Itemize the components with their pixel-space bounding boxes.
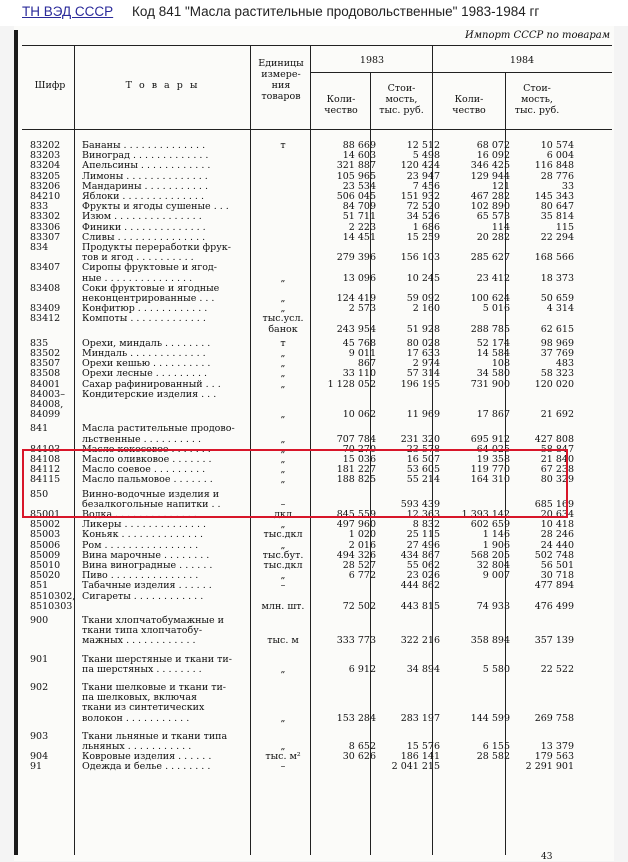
row-unit: „ — [280, 292, 286, 304]
row-qty-1984: 1 906 — [482, 539, 510, 551]
row-value-1983: 231 320 — [400, 433, 440, 445]
row-qty-1984: 467 282 — [470, 191, 510, 202]
row-code: 83307 — [30, 231, 61, 243]
row-unit: „ — [280, 443, 286, 455]
row-value-1984: 30 718 — [540, 570, 574, 582]
row-qty-1983: 506 045 — [336, 191, 376, 202]
row-name: Ликеры . . . . . . . . . . . . . . — [82, 519, 207, 531]
row-unit: „ — [280, 474, 286, 486]
row-qty-1983: 181 227 — [336, 464, 376, 476]
row-value-1983: 7 456 — [412, 180, 440, 192]
row-unit: „ — [280, 740, 286, 752]
row-code: 85002 — [30, 519, 61, 531]
row-value-1984: 50 659 — [540, 292, 574, 304]
row-qty-1984: 129 944 — [470, 170, 510, 182]
row-qty-1984: 1 146 — [482, 529, 510, 541]
row-code: 83412 — [30, 313, 61, 325]
row-unit: тыс. м² — [265, 751, 301, 763]
row-value-1984: 67 238 — [540, 464, 574, 476]
row-value-1983: 2 041 215 — [391, 761, 440, 773]
row-qty-1984: 34 580 — [476, 368, 510, 380]
row-unit: „ — [280, 409, 286, 421]
row-qty-1983: 10 062 — [342, 409, 376, 421]
header-unit: Единицы измере- ния товаров — [258, 58, 304, 102]
row-unit: „ — [280, 348, 286, 359]
row-code: 83409 — [30, 303, 61, 315]
row-name: Ткани хлопчатобумажные и ткани типа хлопчатобу- мажных . . . . . . . . . . . . — [82, 615, 224, 647]
row-code: 834 — [30, 242, 49, 253]
row-name: Орехи кешью . . . . . . . . . . — [82, 358, 211, 370]
row-value-1983: 23 026 — [406, 570, 440, 582]
row-value-1984: 10 574 — [540, 140, 574, 151]
row-qty-1984: 100 624 — [470, 292, 510, 304]
row-unit: тыс.дкл — [263, 529, 303, 541]
row-value-1983: 186 141 — [400, 751, 440, 763]
row-unit: „ — [280, 570, 286, 582]
page-number: 43 — [541, 852, 553, 862]
row-value-1984: 6 004 — [546, 150, 574, 162]
row-name: Соки фруктовые и ягодные неконцентрированные . . . — [82, 282, 220, 304]
row-qty-1984: 568 205 — [470, 549, 510, 561]
row-value-1983: 10 245 — [406, 272, 440, 284]
row-value-1984: 21 840 — [540, 454, 574, 465]
row-qty-1983: 15 036 — [342, 454, 376, 465]
row-value-1984: 4 314 — [546, 303, 574, 315]
row-unit: тыс.дкл — [263, 560, 303, 571]
year-divider — [310, 72, 612, 73]
row-value-1984: 269 758 — [534, 712, 574, 724]
row-qty-1984: 288 785 — [470, 323, 510, 335]
row-name: Масло пальмовое . . . . . . . — [82, 474, 213, 486]
row-value-1983: 55 214 — [406, 474, 440, 486]
header-value-1983: Стои- мость, тыс. руб. — [379, 83, 424, 116]
row-qty-1984: 17 867 — [476, 409, 510, 421]
row-qty-1983: 494 326 — [336, 549, 376, 561]
row-qty-1984: 20 282 — [476, 231, 510, 243]
row-qty-1984: 14 584 — [476, 348, 510, 359]
row-qty-1983: 2 573 — [348, 303, 376, 315]
row-value-1983: 55 062 — [406, 560, 440, 571]
row-unit: – — [280, 580, 286, 592]
row-qty-1983: 28 527 — [342, 560, 376, 571]
row-value-1984: 502 748 — [534, 549, 574, 561]
row-code: 91 — [30, 761, 43, 773]
highlight-box-oils — [22, 449, 568, 518]
row-qty-1983: 23 534 — [342, 180, 376, 192]
row-code: 83502 — [30, 348, 61, 359]
row-code: 901 — [30, 653, 49, 665]
row-value-1984: 2 291 901 — [525, 761, 574, 773]
row-qty-1984: 144 599 — [470, 712, 510, 724]
row-unit: тыс. м — [267, 635, 299, 647]
row-qty-1984: 5 580 — [482, 663, 510, 675]
row-value-1984: 80 647 — [540, 201, 574, 213]
row-code: 85009 — [30, 549, 61, 561]
row-name: Мандарины . . . . . . . . . . . — [82, 180, 208, 192]
table-top-border — [22, 45, 612, 46]
row-qty-1984: 65 573 — [476, 211, 510, 223]
row-qty-1983: 8 652 — [348, 740, 376, 752]
row-value-1984: 98 969 — [540, 337, 574, 349]
row-unit: „ — [280, 464, 286, 476]
header-code: Шифр — [34, 80, 66, 91]
row-value-1983: 15 576 — [406, 740, 440, 752]
row-value-1983: 16 507 — [406, 454, 440, 465]
row-name: Финики . . . . . . . . . . . . . . — [82, 221, 206, 233]
row-unit: „ — [280, 358, 286, 370]
row-qty-1983: 2 223 — [348, 221, 376, 233]
row-qty-1983: 51 711 — [342, 211, 376, 223]
row-qty-1984: 64 025 — [476, 443, 510, 455]
row-qty-1984: 1 393 142 — [461, 509, 510, 520]
row-name: Кондитерские изделия . . . — [82, 388, 217, 400]
row-value-1983: 283 197 — [400, 712, 440, 724]
row-name: Бананы . . . . . . . . . . . . . . — [82, 140, 206, 151]
row-value-1983: 23 578 — [406, 443, 440, 455]
row-qty-1984: 602 659 — [470, 519, 510, 531]
row-qty-1983: 14 603 — [342, 150, 376, 162]
row-code: 83203 — [30, 150, 61, 162]
row-code: 903 — [30, 730, 49, 742]
row-qty-1984: 346 425 — [470, 160, 510, 172]
row-value-1983: 80 028 — [406, 337, 440, 349]
row-qty-1983: 33 110 — [342, 368, 376, 380]
row-value-1984: 28 246 — [540, 529, 574, 541]
row-name: Ткани шелковые и ткани ти- па шелковых, включая ткани из синтетических волокон . . . . . . . . . . . — [82, 682, 227, 724]
row-name: Компоты . . . . . . . . . . . . . — [82, 313, 206, 325]
row-code: 851 — [30, 580, 49, 592]
row-name: Продукты переработки фрук- тов и ягод . . . . . . . . . . — [82, 242, 231, 264]
row-qty-1984: 74 933 — [476, 600, 510, 612]
row-name: Сахар рафинированный . . . — [82, 378, 221, 390]
row-value-1984: 35 814 — [540, 211, 574, 223]
row-name: Миндаль . . . . . . . . . . . . . — [82, 348, 206, 359]
row-name: Ткани шерстяные и ткани ти- па шерстяных . . . . . . . . — [82, 653, 232, 675]
row-name: Изюм . . . . . . . . . . . . . . . — [82, 211, 202, 223]
page-edge — [14, 30, 18, 855]
row-value-1983: 8 832 — [412, 519, 440, 531]
row-qty-1983: 9 011 — [348, 348, 376, 359]
row-code: 83202 — [30, 140, 61, 151]
row-name: Сигареты . . . . . . . . . . . . — [82, 590, 204, 602]
row-value-1983: 57 314 — [406, 368, 440, 380]
row-name: Масла растительные продово- льственные . . . . . . . . . . — [82, 423, 235, 445]
row-name: Ром . . . . . . . . . . . . . . . . — [82, 539, 199, 551]
row-code: 85010 — [30, 560, 61, 571]
row-name: Водка . . . . . . . . . . . . . . — [82, 509, 197, 520]
row-qty-1983: 105 965 — [336, 170, 376, 182]
row-value-1983: 34 894 — [406, 663, 440, 675]
row-value-1983: 322 216 — [400, 635, 440, 647]
row-name: Конфитюр . . . . . . . . . . . . — [82, 303, 208, 315]
row-qty-1983: 6 772 — [348, 570, 376, 582]
row-value-1984: 357 139 — [534, 635, 574, 647]
row-qty-1983: 13 096 — [342, 272, 376, 284]
row-code: 850 — [30, 488, 49, 500]
row-name: Вина марочные . . . . . . . . — [82, 549, 210, 561]
row-value-1984: 115 — [555, 221, 574, 233]
row-value-1984: 427 808 — [534, 433, 574, 445]
row-qty-1983: 188 825 — [336, 474, 376, 486]
row-qty-1984: 5 016 — [482, 303, 510, 315]
row-qty-1984: 358 894 — [470, 635, 510, 647]
row-qty-1983: 867 — [357, 358, 376, 370]
row-value-1983: 23 947 — [406, 170, 440, 182]
row-code: 83204 — [30, 160, 61, 172]
row-qty-1984: 28 582 — [476, 751, 510, 763]
row-qty-1983: 1 020 — [348, 529, 376, 541]
row-value-1983: 443 815 — [400, 600, 440, 612]
row-value-1983: 2 160 — [412, 303, 440, 315]
row-code: 83206 — [30, 180, 61, 192]
row-value-1984: 58 323 — [540, 368, 574, 380]
row-value-1984: 22 522 — [540, 663, 574, 675]
row-unit: млн. шт. — [261, 600, 305, 612]
row-qty-1983: 14 451 — [342, 231, 376, 243]
row-qty-1983: 6 912 — [348, 663, 376, 675]
row-unit: „ — [280, 378, 286, 390]
row-name: Коньяк . . . . . . . . . . . . . . — [82, 529, 204, 541]
row-unit: „ — [280, 433, 286, 445]
row-qty-1983: 72 502 — [342, 600, 376, 612]
row-unit: „ — [280, 663, 286, 675]
row-name: Сиропы фруктовые и ягод- ные . . . . . . . . . . . . . . . — [82, 262, 217, 284]
row-value-1984: 58 847 — [540, 443, 574, 455]
row-qty-1984: 32 804 — [476, 560, 510, 571]
row-qty-1983: 45 768 — [342, 337, 376, 349]
header-year-1983: 1983 — [359, 55, 385, 66]
row-code: 8510302, 8510303 — [30, 590, 76, 612]
row-code: 835 — [30, 337, 49, 349]
row-code: 83302 — [30, 211, 61, 223]
row-unit: „ — [280, 712, 286, 724]
row-qty-1983: 707 784 — [336, 433, 376, 445]
row-qty-1983: 30 626 — [342, 751, 376, 763]
row-code: 83407 — [30, 262, 61, 274]
row-name: Фрукты и ягоды сушеные . . . — [82, 201, 229, 213]
row-unit: „ — [280, 303, 286, 315]
row-value-1984: 13 379 — [540, 740, 574, 752]
row-name: Винно-водочные изделия и безалкогольные напитки . . — [82, 488, 221, 510]
row-unit: т — [280, 337, 286, 349]
row-qty-1983: 124 419 — [336, 292, 376, 304]
row-qty-1984: 108 — [491, 358, 510, 370]
table-caption: Импорт СССР по товарам — [465, 30, 610, 41]
row-code: 902 — [30, 682, 49, 693]
row-qty-1984: 9 007 — [482, 570, 510, 582]
row-unit: „ — [280, 368, 286, 380]
row-name: Виноград . . . . . . . . . . . . . — [82, 150, 209, 162]
row-code: 85003 — [30, 529, 61, 541]
row-value-1984: 483 — [555, 358, 574, 370]
row-name: Масло оливковое . . . . . . . — [82, 454, 212, 465]
row-value-1984: 20 634 — [540, 509, 574, 520]
row-value-1984: 24 440 — [540, 539, 574, 551]
row-value-1984: 477 894 — [534, 580, 574, 592]
row-qty-1984: 68 072 — [476, 140, 510, 151]
row-code: 84001 — [30, 378, 61, 390]
row-qty-1983: 153 284 — [336, 712, 376, 724]
row-code: 83408 — [30, 282, 61, 294]
row-value-1983: 15 259 — [406, 231, 440, 243]
row-name: Орехи, миндаль . . . . . . . . — [82, 337, 211, 349]
row-value-1983: 34 526 — [406, 211, 440, 223]
row-unit: тыс.усл. банок — [262, 313, 304, 335]
row-code: 900 — [30, 615, 49, 626]
row-name: Масло кокосовое . . . . . . . — [82, 443, 211, 455]
row-value-1984: 120 020 — [534, 378, 574, 390]
row-code: 85006 — [30, 539, 61, 551]
row-value-1983: 25 115 — [406, 529, 440, 541]
row-qty-1983: 70 270 — [342, 443, 376, 455]
row-code: 84103 — [30, 443, 61, 455]
row-value-1983: 5 498 — [412, 150, 440, 162]
row-value-1984: 116 848 — [534, 160, 574, 172]
row-unit: т — [280, 140, 286, 151]
row-value-1984: 145 343 — [534, 191, 574, 202]
row-name: Орехи лесные . . . . . . . . . — [82, 368, 208, 380]
row-qty-1984: 119 770 — [470, 464, 510, 476]
row-name: Яблоки . . . . . . . . . . . . . . — [82, 191, 204, 202]
row-qty-1984: 23 412 — [476, 272, 510, 284]
header-qty-1983: Коли- чество — [324, 94, 358, 116]
row-value-1983: 196 195 — [400, 378, 440, 390]
row-value-1984: 10 418 — [540, 519, 574, 531]
row-qty-1983: 2 016 — [348, 539, 376, 551]
row-unit: „ — [280, 519, 286, 531]
row-value-1983: 444 862 — [400, 580, 440, 592]
row-value-1983: 72 520 — [406, 201, 440, 213]
row-value-1983: 11 969 — [406, 409, 440, 421]
row-qty-1983: 1 128 052 — [327, 378, 376, 390]
row-unit: „ — [280, 454, 286, 465]
row-unit: – — [280, 761, 286, 773]
row-value-1983: 12 363 — [406, 509, 440, 520]
row-value-1984: 33 — [561, 180, 574, 192]
row-value-1984: 685 169 — [534, 498, 574, 510]
row-name: Пиво . . . . . . . . . . . . . . . — [82, 570, 199, 582]
row-qty-1984: 285 627 — [470, 252, 510, 264]
row-qty-1984: 114 — [491, 221, 510, 233]
row-code: 84108 — [30, 454, 61, 465]
row-value-1984: 80 329 — [540, 474, 574, 486]
row-code: 833 — [30, 201, 49, 213]
row-code: 85020 — [30, 570, 61, 582]
row-name: Ткани льняные и ткани типа льняных . . . . . . . . . . . — [82, 730, 228, 752]
row-value-1983: 51 928 — [406, 323, 440, 335]
row-value-1983: 156 103 — [400, 252, 440, 264]
row-name: Вина виноградные . . . . . . — [82, 560, 213, 571]
row-value-1984: 18 373 — [540, 272, 574, 284]
row-code: 83205 — [30, 170, 61, 182]
row-qty-1984: 102 890 — [470, 201, 510, 213]
header-qty-1984: Коли- чество — [452, 94, 486, 116]
row-qty-1984: 6 155 — [482, 740, 510, 752]
top-bar — [0, 0, 628, 26]
row-value-1984: 62 615 — [540, 323, 574, 335]
row-code: 841 — [30, 423, 49, 435]
row-unit: „ — [280, 539, 286, 551]
row-code: 83306 — [30, 221, 61, 233]
row-value-1984: 168 566 — [534, 252, 574, 264]
row-value-1983: 53 605 — [406, 464, 440, 476]
row-value-1983: 434 867 — [400, 549, 440, 561]
row-value-1984: 37 769 — [540, 348, 574, 359]
row-code: 84003– 84008, 84099 — [30, 388, 65, 421]
row-value-1983: 120 424 — [400, 160, 440, 172]
header-bottom-border — [22, 129, 612, 130]
row-code: 83508 — [30, 368, 61, 380]
row-qty-1983: 243 954 — [336, 323, 376, 335]
row-value-1984: 28 776 — [540, 170, 574, 182]
row-value-1983: 151 932 — [400, 191, 440, 202]
row-code: 83507 — [30, 358, 61, 370]
row-name: Табачные изделия . . . . . . — [82, 580, 212, 592]
row-value-1984: 56 501 — [540, 560, 574, 571]
row-qty-1984: 164 310 — [470, 474, 510, 486]
row-code: 84112 — [30, 464, 61, 476]
row-value-1983: 2 974 — [412, 358, 440, 370]
tnved-link[interactable]: ТН ВЭД СССР — [22, 4, 114, 19]
row-qty-1983: 845 559 — [336, 509, 376, 520]
row-qty-1984: 731 900 — [470, 378, 510, 390]
row-unit: „ — [280, 272, 286, 284]
row-value-1984: 476 499 — [534, 600, 574, 612]
row-value-1984: 22 294 — [540, 231, 574, 243]
row-qty-1984: 695 912 — [470, 433, 510, 445]
row-name: Ковровые изделия . . . . . . — [82, 751, 212, 763]
row-value-1983: 593 439 — [400, 498, 440, 510]
header-name: Т о в а р ы — [125, 80, 200, 91]
row-value-1984: 21 692 — [540, 409, 574, 421]
row-qty-1984: 121 — [491, 180, 510, 192]
row-qty-1984: 16 092 — [476, 150, 510, 162]
row-name: Одежда и белье . . . . . . . . — [82, 761, 211, 773]
row-qty-1983: 88 669 — [342, 140, 376, 151]
row-code: 85001 — [30, 509, 61, 520]
row-code: 904 — [30, 751, 49, 763]
row-name: Апельсины . . . . . . . . . . . . — [82, 160, 211, 172]
row-qty-1983: 321 887 — [336, 160, 376, 172]
row-unit: дкл — [274, 509, 292, 520]
row-value-1984: 179 563 — [534, 751, 574, 763]
row-unit: – — [280, 498, 286, 510]
row-name: Сливы . . . . . . . . . . . . . . . — [82, 231, 206, 243]
row-qty-1983: 279 396 — [336, 252, 376, 264]
row-value-1983: 17 633 — [406, 348, 440, 359]
row-qty-1983: 333 773 — [336, 635, 376, 647]
row-code: 84210 — [30, 191, 61, 202]
row-value-1983: 27 496 — [406, 539, 440, 551]
header-year-1984: 1984 — [509, 55, 535, 66]
row-qty-1984: 19 358 — [476, 454, 510, 465]
row-qty-1983: 497 960 — [336, 519, 376, 531]
row-value-1983: 12 512 — [406, 140, 440, 151]
header-value-1984: Стои- мость, тыс. руб. — [514, 83, 560, 116]
row-qty-1984: 52 174 — [476, 337, 510, 349]
page-title: Код 841 "Масла растительные продовольственные" 1983-1984 гг — [132, 4, 540, 19]
row-name: Масло соевое . . . . . . . . . — [82, 464, 206, 476]
row-qty-1983: 84 709 — [342, 201, 376, 213]
row-name: Лимоны . . . . . . . . . . . . . . — [82, 170, 208, 182]
row-value-1983: 59 092 — [406, 292, 440, 304]
row-unit: тыс.бут. — [262, 549, 304, 561]
row-code: 84115 — [30, 474, 61, 486]
row-value-1983: 1 686 — [412, 221, 440, 233]
